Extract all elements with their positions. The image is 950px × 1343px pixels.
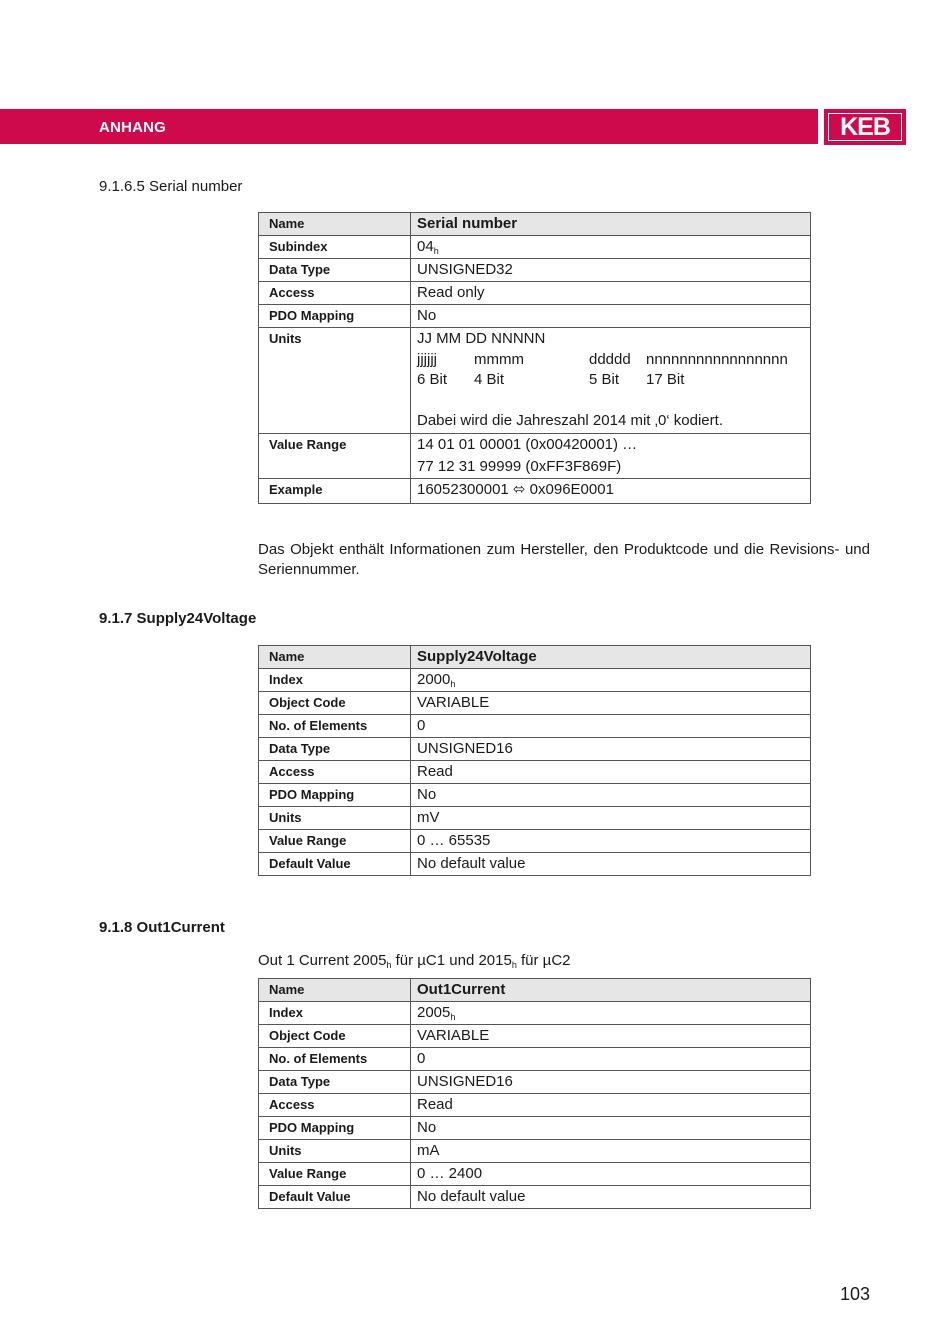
units-note: Dabei wird die Jahreszahl 2014 mit ‚0‘ kodiert. xyxy=(417,412,723,429)
table-row xyxy=(259,692,811,715)
row-key: No. of Elements xyxy=(259,1048,411,1071)
row-value: 0 … 2400 xyxy=(411,1163,811,1186)
serial-number-table xyxy=(258,212,811,504)
row-key: Name xyxy=(259,979,411,1002)
row-value: $2005_h$ xyxy=(411,1002,811,1025)
units-cell: jjjjjj xyxy=(417,351,437,368)
value-range-line: 14 01 01 00001 (0x00420001) … xyxy=(417,436,638,453)
row-key: Access xyxy=(259,761,411,784)
row-value: No xyxy=(411,784,811,807)
row-value: VARIABLE xyxy=(411,692,811,715)
row-value: No default value xyxy=(411,1186,811,1209)
row-key: Value Range xyxy=(259,434,411,479)
logo-text: KEB xyxy=(840,112,890,141)
row-key: Data Type xyxy=(259,738,411,761)
serial-number-description: Das Objekt enthält Informationen zum Hersteller, den Produktcode und die Revisions- und Seriennummer. xyxy=(258,541,870,578)
table-row xyxy=(259,1140,811,1163)
table-row xyxy=(259,1071,811,1094)
row-key: Object Code xyxy=(259,1025,411,1048)
row-value: No xyxy=(411,1117,811,1140)
table-row xyxy=(259,738,811,761)
row-value: $2000_h$ xyxy=(411,669,811,692)
row-value xyxy=(411,434,811,479)
row-key: Index xyxy=(259,1002,411,1025)
table-row xyxy=(259,646,811,669)
table-row xyxy=(259,213,811,236)
row-key: Value Range xyxy=(259,830,411,853)
table-row xyxy=(259,236,811,259)
row-value: mV xyxy=(411,807,811,830)
table-row xyxy=(259,830,811,853)
units-bit-layout xyxy=(417,350,804,390)
units-cell: nnnnnnnnnnnnnnnnn xyxy=(646,351,788,368)
table-row-units xyxy=(259,328,811,434)
row-key: Units xyxy=(259,328,411,434)
row-key: Example xyxy=(259,479,411,504)
row-key: No. of Elements xyxy=(259,715,411,738)
row-value: Read xyxy=(411,1094,811,1117)
row-key: Index xyxy=(259,669,411,692)
row-value: Out1Current xyxy=(411,979,811,1002)
row-key: Data Type xyxy=(259,1071,411,1094)
row-value: $04_h$ xyxy=(411,236,811,259)
row-key: Data Type xyxy=(259,259,411,282)
table-row xyxy=(259,434,811,479)
row-key: Units xyxy=(259,807,411,830)
value-range-line: 77 12 31 99999 (0xFF3F869F) xyxy=(417,458,622,475)
units-cell: mmmm xyxy=(474,351,524,368)
table-row xyxy=(259,1117,811,1140)
row-value: No default value xyxy=(411,853,811,876)
units-cell: 17 Bit xyxy=(646,371,685,388)
units-cell: 4 Bit xyxy=(474,371,505,388)
table-row xyxy=(259,761,811,784)
table-row xyxy=(259,1002,811,1025)
table-row xyxy=(259,282,811,305)
row-key: Units xyxy=(259,1140,411,1163)
table-row xyxy=(259,784,811,807)
table-row xyxy=(259,669,811,692)
row-value: Read only xyxy=(411,282,811,305)
row-value: 0 xyxy=(411,715,811,738)
row-value: No xyxy=(411,305,811,328)
row-key: Default Value xyxy=(259,1186,411,1209)
row-value: Read xyxy=(411,761,811,784)
row-value: mA xyxy=(411,1140,811,1163)
units-format: JJ MM DD NNNNN xyxy=(417,330,546,347)
row-key: PDO Mapping xyxy=(259,1117,411,1140)
table-row xyxy=(259,853,811,876)
heading-supply24voltage: 9.1.7 Supply24Voltage xyxy=(99,610,257,627)
row-key: PDO Mapping xyxy=(259,784,411,807)
header-title: ANHANG xyxy=(99,119,167,136)
units-cell: 6 Bit xyxy=(417,371,448,388)
heading-serial-number: 9.1.6.5 Serial number xyxy=(99,178,243,195)
row-key: Default Value xyxy=(259,853,411,876)
row-value: 16052300001 ⬄ 0x096E0001 xyxy=(411,479,811,504)
row-value: UNSIGNED16 xyxy=(411,738,811,761)
row-key: Name xyxy=(259,213,411,236)
table-row xyxy=(259,1163,811,1186)
table-row xyxy=(259,259,811,282)
row-value xyxy=(411,328,811,434)
heading-out1current: 9.1.8 Out1Current xyxy=(99,919,225,936)
units-cell: ddddd xyxy=(589,351,631,368)
row-value: 0 xyxy=(411,1048,811,1071)
page-number: 103 xyxy=(840,1284,871,1304)
table-row xyxy=(259,1048,811,1071)
row-key: Object Code xyxy=(259,692,411,715)
row-value: VARIABLE xyxy=(411,1025,811,1048)
table-row xyxy=(259,305,811,328)
row-value: Supply24Voltage xyxy=(411,646,811,669)
out1current-table xyxy=(258,978,811,1209)
supply24voltage-table xyxy=(258,645,811,876)
table-row xyxy=(259,715,811,738)
out1current-intro: Out 1 Current $2005_h$ für µC1 und $2015_h$ für µC2 xyxy=(258,952,571,970)
table-row xyxy=(259,1025,811,1048)
logo-frame xyxy=(828,113,902,141)
row-value: 0 … 65535 xyxy=(411,830,811,853)
row-value: UNSIGNED16 xyxy=(411,1071,811,1094)
units-cell: 5 Bit xyxy=(589,371,620,388)
row-key: Access xyxy=(259,282,411,305)
row-key: Access xyxy=(259,1094,411,1117)
table-row xyxy=(259,479,811,504)
table-row xyxy=(259,807,811,830)
table-row xyxy=(259,979,811,1002)
keb-logo xyxy=(824,109,906,145)
row-value: UNSIGNED32 xyxy=(411,259,811,282)
row-value: Serial number xyxy=(411,213,811,236)
row-key: Subindex xyxy=(259,236,411,259)
table-row xyxy=(259,1094,811,1117)
row-key: PDO Mapping xyxy=(259,305,411,328)
table-row xyxy=(259,1186,811,1209)
row-key: Value Range xyxy=(259,1163,411,1186)
row-key: Name xyxy=(259,646,411,669)
